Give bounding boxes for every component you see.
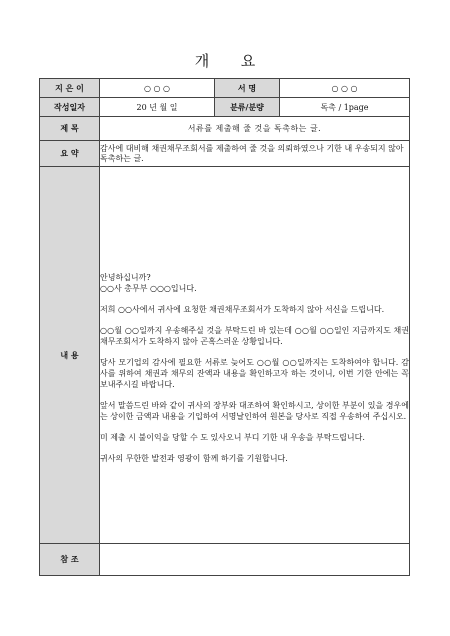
- content-paragraph-4: 앞서 말씀드린 바와 같이 귀사의 장부와 대조하여 확인하시고, 상이한 부분이 있을 경우에는 상이한 금액과 내용을 기입하여 서명날인하여 원본을 당사로 직접 우송하여 주십시오.: [100, 400, 409, 421]
- category-value: 독촉 / 1page: [280, 98, 410, 117]
- content-paragraph-6: 귀사의 무한한 발전과 영광이 함께 하기를 기원합니다.: [100, 453, 288, 463]
- author-label: 지 은 이: [40, 79, 100, 98]
- title-char-1: 개: [194, 52, 210, 70]
- content-paragraph-2: ○○월 ○○일까지 우송해주실 것을 부탁드린 바 있는데 ○○월 ○○일인 지금까지도 채권채무조회서가 도착하지 않아 곤혹스러운 상황입니다.: [100, 325, 409, 346]
- content-label: 내 용: [40, 167, 100, 544]
- summary-label: 요 약: [40, 141, 100, 167]
- signature-value: ○ ○ ○: [280, 79, 410, 98]
- content-body: [100, 167, 410, 544]
- content-paragraph-3: 당사 모기업의 감사에 필요한 서류로 늦어도 ○○월 ○○일까지는 도착하여야 합니다. 감사를 위하여 채권과 채무의 잔액과 내용을 확인하고자 하는 것이니, 이번 기한 안에는 꼭 보내주시길 바랍니다.: [100, 357, 409, 389]
- subject-value: 서류를 제출해 줄 것을 독촉하는 글.: [100, 117, 410, 141]
- category-label: 분류/분량: [215, 98, 280, 117]
- summary-form-table: [39, 78, 410, 576]
- author-value: ○ ○ ○: [100, 79, 215, 98]
- content-paragraph-1: 저희 ○○사에서 귀사에 요청한 채권채무조회서가 도착하지 않아 서신을 드립니다.: [100, 304, 385, 314]
- signature-label: 서 명: [215, 79, 280, 98]
- subject-label: 제 목: [40, 117, 100, 141]
- content-paragraph-5: 미 제출 시 불이익을 당할 수 도 있사오니 부디 기한 내 우송을 부탁드립니다.: [100, 432, 365, 442]
- reference-value: [100, 544, 410, 576]
- reference-label: 참 조: [40, 544, 100, 576]
- summary-value: 감사에 대비해 채권채무조회서를 제출하여 줄 것을 의뢰하였으나 기한 내 우송되지 않아 독촉하는 글.: [100, 141, 410, 167]
- document-title: [0, 50, 450, 71]
- content-intro: ○○사 총무부 ○○○입니다.: [100, 283, 197, 293]
- date-label: 작성일자: [40, 98, 100, 117]
- content-greeting: 안녕하십니까?: [100, 272, 151, 282]
- date-value: 20 년 월 일: [100, 98, 215, 117]
- title-char-2: 요: [240, 52, 256, 70]
